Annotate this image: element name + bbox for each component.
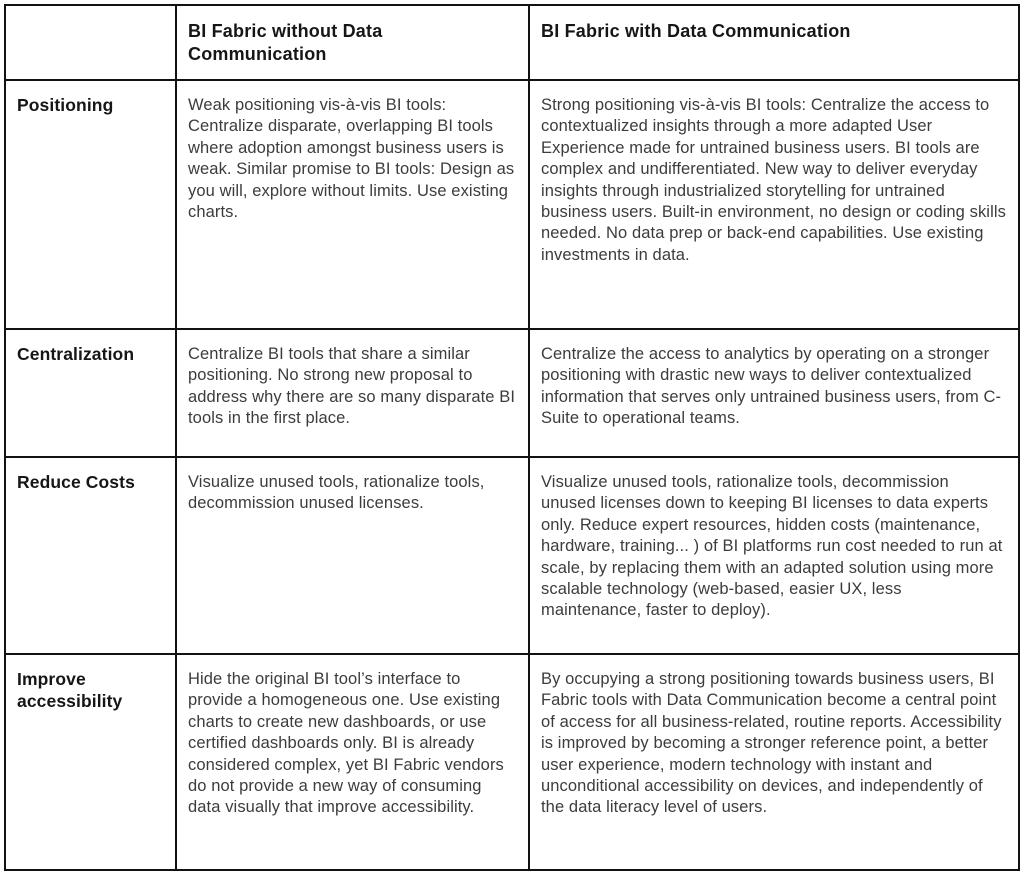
cell-centralization-without: Centralize BI tools that share a similar positioning. No strong new proposal to address why there are so many disparate BI tools in the first place. <box>176 329 529 457</box>
cell-centralization-with: Centralize the access to analytics by operating on a stronger positioning with drastic new ways to deliver contextualized information that serves only untrained business users, from C-Suite to operational teams. <box>529 329 1019 457</box>
cell-improve-accessibility-without: Hide the original BI tool’s interface to provide a homogeneous one. Use existing charts to create new dashboards, or use certified dashboards only. BI is already considered complex, yet BI Fabric vendors do not provide a new way of consuming data visually that improve accessibility. <box>176 654 529 870</box>
corner-cell <box>5 5 176 80</box>
comparison-table <box>4 4 1020 871</box>
row-label: Positioning <box>5 80 176 329</box>
table-row-improve-accessibility <box>5 654 1019 870</box>
row-label: Reduce Costs <box>5 457 176 654</box>
row-label: Improve accessibility <box>5 654 176 870</box>
table-row-reduce-costs <box>5 457 1019 654</box>
cell-improve-accessibility-with: By occupying a strong positioning towards business users, BI Fabric tools with Data Communication become a central point of access for all business-related, routine reports. Accessibility is improved by becoming a stronger reference point, a better user experience, modern technology with instant and unconditional accessibility on devices, and independently of the data literacy level of users. <box>529 654 1019 870</box>
cell-positioning-with: Strong positioning vis-à-vis BI tools: Centralize the access to contextualized insights through a more adapted User Experience made for untrained business users. BI tools are complex and undifferentiated. New way to deliver everyday insights through industrialized storytelling for untrained business users. Built-in environment, no design or coding skills needed. No data prep or back-end capabilities. Use existing investments in data. <box>529 80 1019 329</box>
column-header-with-data-communication: BI Fabric with Data Communication <box>529 5 1019 80</box>
table-row-centralization <box>5 329 1019 457</box>
cell-reduce-costs-with: Visualize unused tools, rationalize tools, decommission unused licenses down to keeping BI licenses to data experts only. Reduce expert resources, hidden costs (maintenance, hardware, training... ) of BI platforms run cost needed to run at scale, by replacing them with an adapted solution using more scalable technology (web-based, easier UX, less maintenance, faster to deploy). <box>529 457 1019 654</box>
column-header-without-data-communication: BI Fabric without Data Communication <box>176 5 529 80</box>
header-row <box>5 5 1019 80</box>
cell-reduce-costs-without: Visualize unused tools, rationalize tools, decommission unused licenses. <box>176 457 529 654</box>
row-label: Centralization <box>5 329 176 457</box>
cell-positioning-without: Weak positioning vis-à-vis BI tools: Centralize disparate, overlapping BI tools where adoption amongst business users is weak. Similar promise to BI tools: Design as you will, explore without limits. Use existing charts. <box>176 80 529 329</box>
table-row-positioning <box>5 80 1019 329</box>
